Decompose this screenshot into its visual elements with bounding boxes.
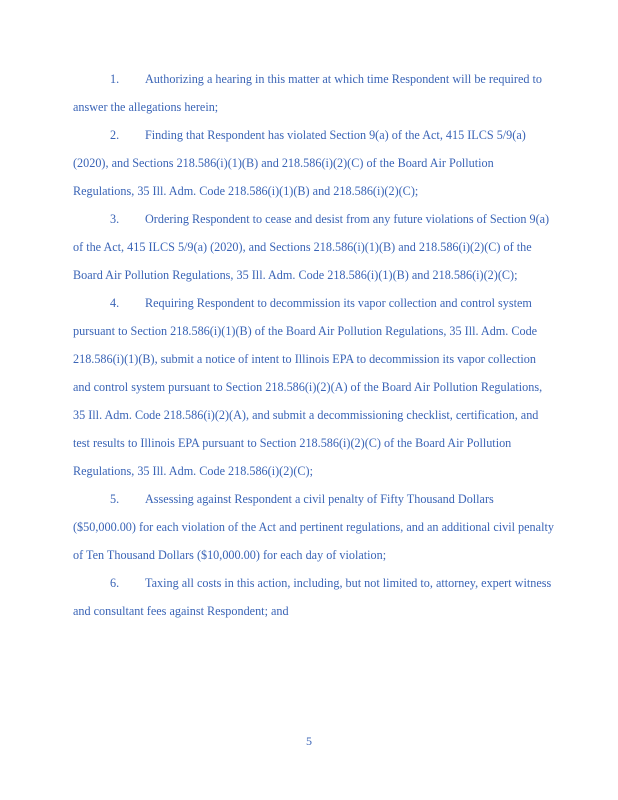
paragraph-line: answer the allegations herein; [73, 100, 219, 114]
paragraph-number: 4. [110, 296, 120, 310]
paragraph-6 [73, 572, 613, 628]
paragraph-line: Finding that Respondent has violated Section 9(a) of the Act, 415 ILCS 5/9(a) [145, 128, 526, 142]
paragraph-line: Regulations, 35 Ill. Adm. Code 218.586(i)(2)(C); [73, 464, 314, 478]
paragraph-line: 218.586(i)(1)(B), submit a notice of intent to Illinois EPA to decommission its vapor collection [73, 352, 536, 366]
paragraph-line: Taxing all costs in this action, including, but not limited to, attorney, expert witness [145, 576, 552, 590]
paragraph-line: Requiring Respondent to decommission its vapor collection and control system [145, 296, 532, 310]
paragraph-5 [73, 488, 613, 572]
page-number: 5 [306, 734, 312, 748]
paragraph-line: Board Air Pollution Regulations, 35 Ill. Adm. Code 218.586(i)(1)(B) and 218.586(i)(2)(C); [73, 268, 518, 282]
paragraph-line: test results to Illinois EPA pursuant to Section 218.586(i)(2)(C) of the Board Air Pollution [73, 436, 512, 450]
paragraph-line: of Ten Thousand Dollars ($10,000.00) for each day of violation; [73, 548, 387, 562]
paragraph-2 [73, 124, 613, 208]
paragraph-3 [73, 208, 613, 292]
paragraph-line: Authorizing a hearing in this matter at which time Respondent will be required to [145, 72, 543, 86]
paragraph-line: 35 Ill. Adm. Code 218.586(i)(2)(A), and submit a decommissioning checklist, certification, and [73, 408, 539, 422]
paragraph-number: 3. [110, 212, 120, 226]
paragraph-line: (2020), and Sections 218.586(i)(1)(B) and 218.586(i)(2)(C) of the Board Air Pollution [73, 156, 494, 170]
document-body [73, 68, 613, 628]
paragraph-line: Ordering Respondent to cease and desist from any future violations of Section 9(a) [145, 212, 550, 226]
paragraph-line: pursuant to Section 218.586(i)(1)(B) of the Board Air Pollution Regulations, 35 Ill. Adm. Code [73, 324, 538, 338]
paragraph-line: and control system pursuant to Section 218.586(i)(2)(A) of the Board Air Pollution Regulations, [73, 380, 543, 394]
paragraph-1 [73, 68, 613, 124]
paragraph-number: 6. [110, 576, 120, 590]
paragraph-line: Regulations, 35 Ill. Adm. Code 218.586(i)(1)(B) and 218.586(i)(2)(C); [73, 184, 419, 198]
paragraph-line: ($50,000.00) for each violation of the Act and pertinent regulations, and an additional civil penalty [73, 520, 554, 534]
paragraph-number: 1. [110, 72, 120, 86]
paragraph-line: and consultant fees against Respondent; and [73, 604, 289, 618]
paragraph-4 [73, 292, 613, 488]
paragraph-line: Assessing against Respondent a civil penalty of Fifty Thousand Dollars [145, 492, 494, 506]
paragraph-number: 5. [110, 492, 120, 506]
paragraph-line: of the Act, 415 ILCS 5/9(a) (2020), and Sections 218.586(i)(1)(B) and 218.586(i)(2)(C) of the [73, 240, 532, 254]
paragraph-number: 2. [110, 128, 120, 142]
